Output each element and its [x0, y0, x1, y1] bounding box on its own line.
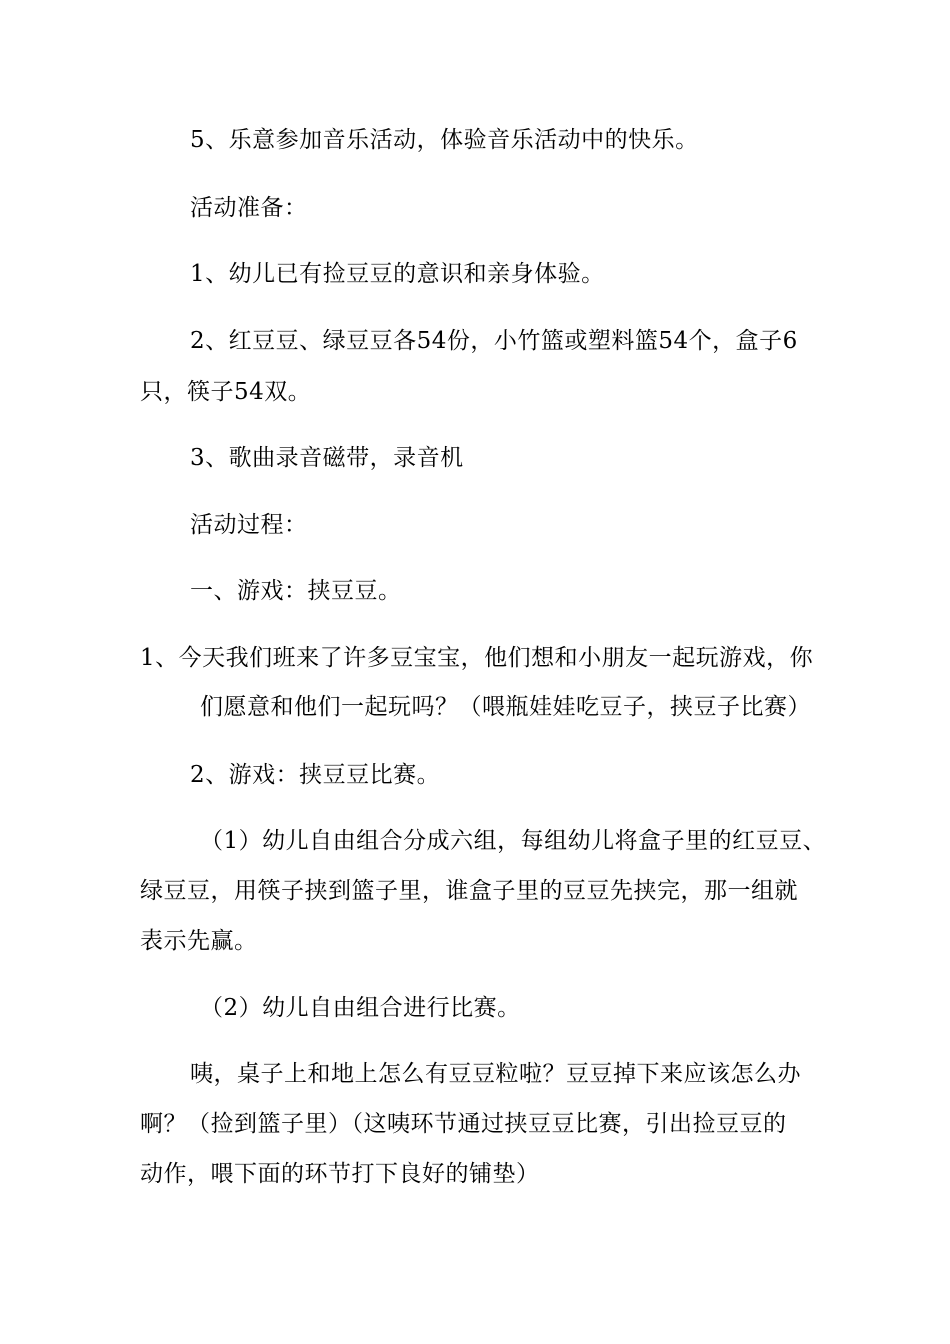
text-line-step-2: 2、游戏：挟豆豆比赛。 [190, 762, 441, 788]
text-line-question-cont: 啊？（捡到篮子里）（这咦环节通过挟豆豆比赛，引出捡豆豆的 [140, 1111, 787, 1137]
text-line-prep-2: 2、红豆豆、绿豆豆各54份，小竹篮或塑料篮54个，盒子6 [190, 328, 798, 354]
text-line-substep-1-cont: 绿豆豆，用筷子挟到篮子里，谁盒子里的豆豆先挟完，那一组就 [140, 878, 798, 904]
text-line-question: 咦，桌子上和地上怎么有豆豆粒啦？豆豆掉下来应该怎么办 [190, 1061, 801, 1087]
text-line-step-1: 1、今天我们班来了许多豆宝宝，他们想和小朋友一起玩游戏，你 [140, 645, 814, 671]
text-line-prep-1: 1、幼儿已有捡豆豆的意识和亲身体验。 [190, 261, 605, 287]
text-line-prep-2-cont: 只，筷子54双。 [140, 379, 312, 405]
heading-preparation: 活动准备： [190, 195, 308, 221]
text-line-step-1-cont: 们愿意和他们一起玩吗？（喂瓶娃娃吃豆子，挟豆子比赛） [200, 694, 811, 720]
heading-game-1: 一、游戏：挟豆豆。 [190, 578, 402, 604]
text-line-prep-3: 3、歌曲录音磁带，录音机 [190, 445, 464, 471]
heading-process: 活动过程： [190, 512, 308, 538]
text-line-substep-1-end: 表示先赢。 [140, 928, 258, 954]
text-line-substep-2: （2）幼儿自由组合进行比赛。 [200, 995, 521, 1021]
text-line-question-end: 动作，喂下面的环节打下良好的铺垫） [140, 1161, 540, 1187]
text-line-objective-5: 5、乐意参加音乐活动，体验音乐活动中的快乐。 [190, 127, 699, 153]
text-line-substep-1: （1）幼儿自由组合分成六组，每组幼儿将盒子里的红豆豆、 [200, 828, 827, 854]
